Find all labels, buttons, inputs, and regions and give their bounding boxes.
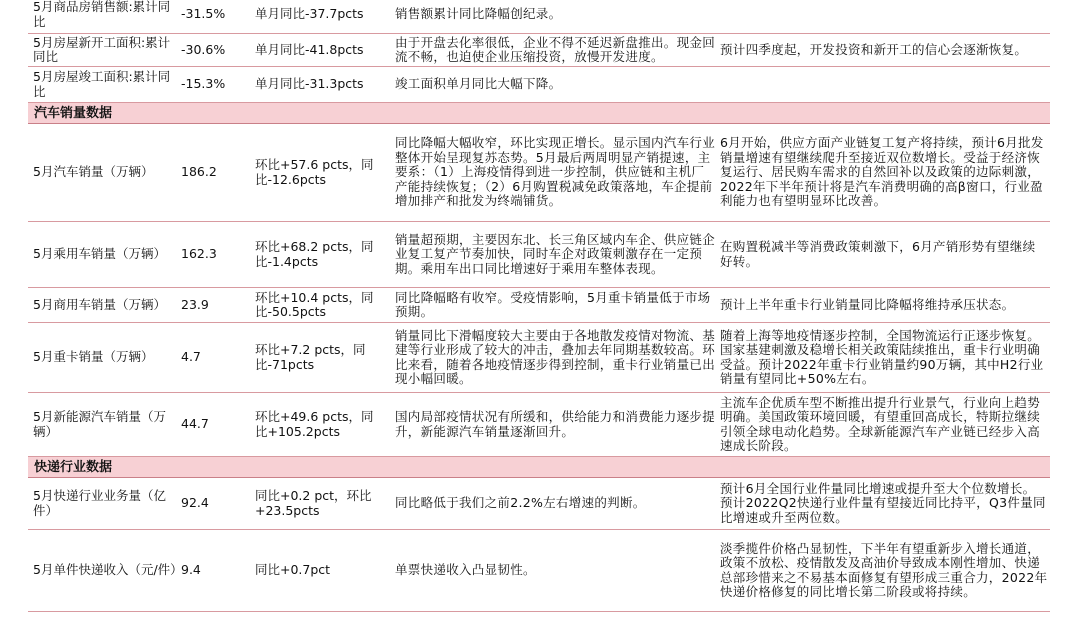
indicator-outlook: 在购置税减半等消费政策刺激下，6月产销形势有望继续好转。 bbox=[720, 239, 1036, 269]
table-row bbox=[28, 124, 1050, 222]
indicator-change: 单月同比-37.7pcts bbox=[255, 6, 364, 22]
indicator-analysis: 由于开盘去化率很低，企业不得不延迟新盘推出。现金回流不畅，也迫使企业压缩投资，放慢开发进度。 bbox=[395, 34, 716, 64]
indicator-name: 5月房屋新开工面积:累计同比 bbox=[33, 34, 171, 64]
indicator-change: 环比+68.2 pcts，同比-1.4pcts bbox=[255, 239, 374, 269]
table-row bbox=[28, 288, 1050, 323]
indicator-change: 环比+57.6 pcts，同比-12.6pcts bbox=[255, 157, 374, 187]
table-row bbox=[28, 530, 1050, 612]
indicator-outlook: 随着上海等地疫情逐步控制，全国物流运行正逐步恢复。国家基建刺激及稳增长相关政策陆续推出，重卡行业明确受益。预计2022年重卡行业销量约90万辆，其中H2行业销量有望同比+50%左右。 bbox=[720, 327, 1044, 386]
section-title: 快递行业数据 bbox=[34, 460, 113, 475]
indicator-outlook: 主流车企优质车型不断推出提升行业景气，行业向上趋势明确。美国政策环境回暖，有望重回高成长，特斯拉继续引领全球电动化趋势。全球新能源汽车产业链已经步入高速成长阶段。 bbox=[720, 394, 1041, 453]
indicator-value: 92.4 bbox=[181, 495, 209, 511]
indicator-name: 5月乘用车销量（万辆） bbox=[33, 246, 166, 262]
indicator-change: 单月同比-31.3pcts bbox=[255, 76, 364, 92]
indicator-name: 5月快递行业业务量（亿件） bbox=[33, 488, 166, 518]
indicator-change: 环比+10.4 pcts，同比-50.5pcts bbox=[255, 289, 374, 319]
section-header-auto bbox=[28, 103, 1050, 124]
table-row bbox=[28, 67, 1050, 103]
section-title: 汽车销量数据 bbox=[34, 106, 113, 121]
indicator-analysis: 同比略低于我们之前2.2%左右增速的判断。 bbox=[395, 495, 646, 511]
indicator-value: 4.7 bbox=[181, 349, 201, 365]
indicator-change: 同比+0.7pct bbox=[255, 562, 331, 578]
table-row bbox=[28, 222, 1050, 288]
indicator-analysis: 销量超预期，主要因东北、长三角区域内车企、供应链企业复工复产节奏加快，同时车企对政策刺激存在一定预期。乘用车出口同比增速好于乘用车整体表现。 bbox=[395, 231, 716, 276]
indicator-analysis: 国内局部疫情状况有所缓和，供给能力和消费能力逐步提升，新能源汽车销量逐渐回升。 bbox=[395, 409, 716, 439]
indicator-outlook: 6月开始，供应方面产业链复工复产将持续，预计6月批发销量增速有望继续爬升至接近双位数增长。受益于经济恢复运行、居民购车需求的自然回补以及政策的边际刺激，2022年下半年预计将是汽车消费明确的高β窗口，行业盈利能力也有望明显环比改善。 bbox=[720, 135, 1044, 209]
indicator-analysis: 同比降幅大幅收窄，环比实现正增长。显示国内汽车行业整体开始呈现复苏态势。5月最后两周明显产销提速，主要系：（1）上海疫情得到进一步控制，供应链和主机厂产能持续恢复；（2）6月购置税减免政策落地，车企提前增加排产和批发为终端铺货。 bbox=[395, 135, 716, 209]
table-row bbox=[28, 478, 1050, 530]
table-row bbox=[28, 0, 1050, 34]
indicator-value: -15.3% bbox=[181, 76, 226, 92]
indicator-name: 5月汽车销量（万辆） bbox=[33, 164, 154, 180]
indicator-outlook: 预计6月全国行业件量同比增速或提升至大个位数增长。预计2022Q2快递行业件量有望接近同比持平，Q3件量同比增速或升至两位数。 bbox=[720, 480, 1046, 525]
indicator-value: 44.7 bbox=[181, 416, 209, 432]
indicator-outlook bbox=[720, 0, 1048, 33]
indicator-name: 5月单件快递收入（元/件） bbox=[33, 562, 183, 578]
indicator-name: 5月房屋竣工面积:累计同比 bbox=[33, 69, 171, 99]
indicator-change: 单月同比-41.8pcts bbox=[255, 41, 364, 57]
indicator-outlook bbox=[720, 67, 1048, 102]
indicator-name: 5月商用车销量（万辆） bbox=[33, 296, 166, 312]
indicator-analysis: 销售额累计同比降幅创纪录。 bbox=[395, 6, 562, 22]
indicator-analysis: 同比降幅略有收窄。受疫情影响，5月重卡销量低于市场预期。 bbox=[395, 289, 711, 319]
indicator-outlook: 淡季揽件价格凸显韧性，下半年有望重新步入增长通道，政策不放松、疫情散发及高油价导致成本刚性增加、快递总部珍惜来之不易基本面修复有望形成三重合力，2022年快递价格修复的同比增长第二阶段或将持续。 bbox=[720, 540, 1048, 599]
indicator-value: -30.6% bbox=[181, 41, 226, 57]
indicator-change: 同比+0.2 pct，环比+23.5pcts bbox=[255, 488, 372, 518]
indicator-value: 162.3 bbox=[181, 246, 217, 262]
indicator-name: 5月重卡销量（万辆） bbox=[33, 349, 154, 365]
indicator-analysis: 单票快递收入凸显韧性。 bbox=[395, 562, 536, 578]
indicator-outlook: 预计上半年重卡行业销量同比降幅将维持承压状态。 bbox=[720, 296, 1015, 312]
indicator-outlook: 预计四季度起，开发投资和新开工的信心会逐渐恢复。 bbox=[720, 41, 1028, 57]
indicator-change: 环比+7.2 pcts，同比-71pcts bbox=[255, 342, 366, 372]
indicator-value: 9.4 bbox=[181, 562, 201, 578]
table-row bbox=[28, 323, 1050, 393]
indicator-name: 5月商品房销售额:累计同比 bbox=[33, 0, 171, 29]
indicator-value: 23.9 bbox=[181, 296, 209, 312]
table-row bbox=[28, 393, 1050, 457]
table-row bbox=[28, 34, 1050, 67]
indicator-name: 5月新能源汽车销量（万辆） bbox=[33, 409, 166, 439]
indicator-value: 186.2 bbox=[181, 164, 217, 180]
indicator-analysis: 竣工面积单月同比大幅下降。 bbox=[395, 76, 562, 92]
indicator-analysis: 销量同比下滑幅度较大主要由于各地散发疫情对物流、基建等行业形成了较大的冲击，叠加去年同期基数较高。环比来看，随着各地疫情逐步得到控制，重卡行业销量已出现小幅回暖。 bbox=[395, 327, 716, 386]
indicator-value: -31.5% bbox=[181, 6, 226, 22]
indicator-change: 环比+49.6 pcts，同比+105.2pcts bbox=[255, 409, 374, 439]
section-header-express bbox=[28, 457, 1050, 478]
